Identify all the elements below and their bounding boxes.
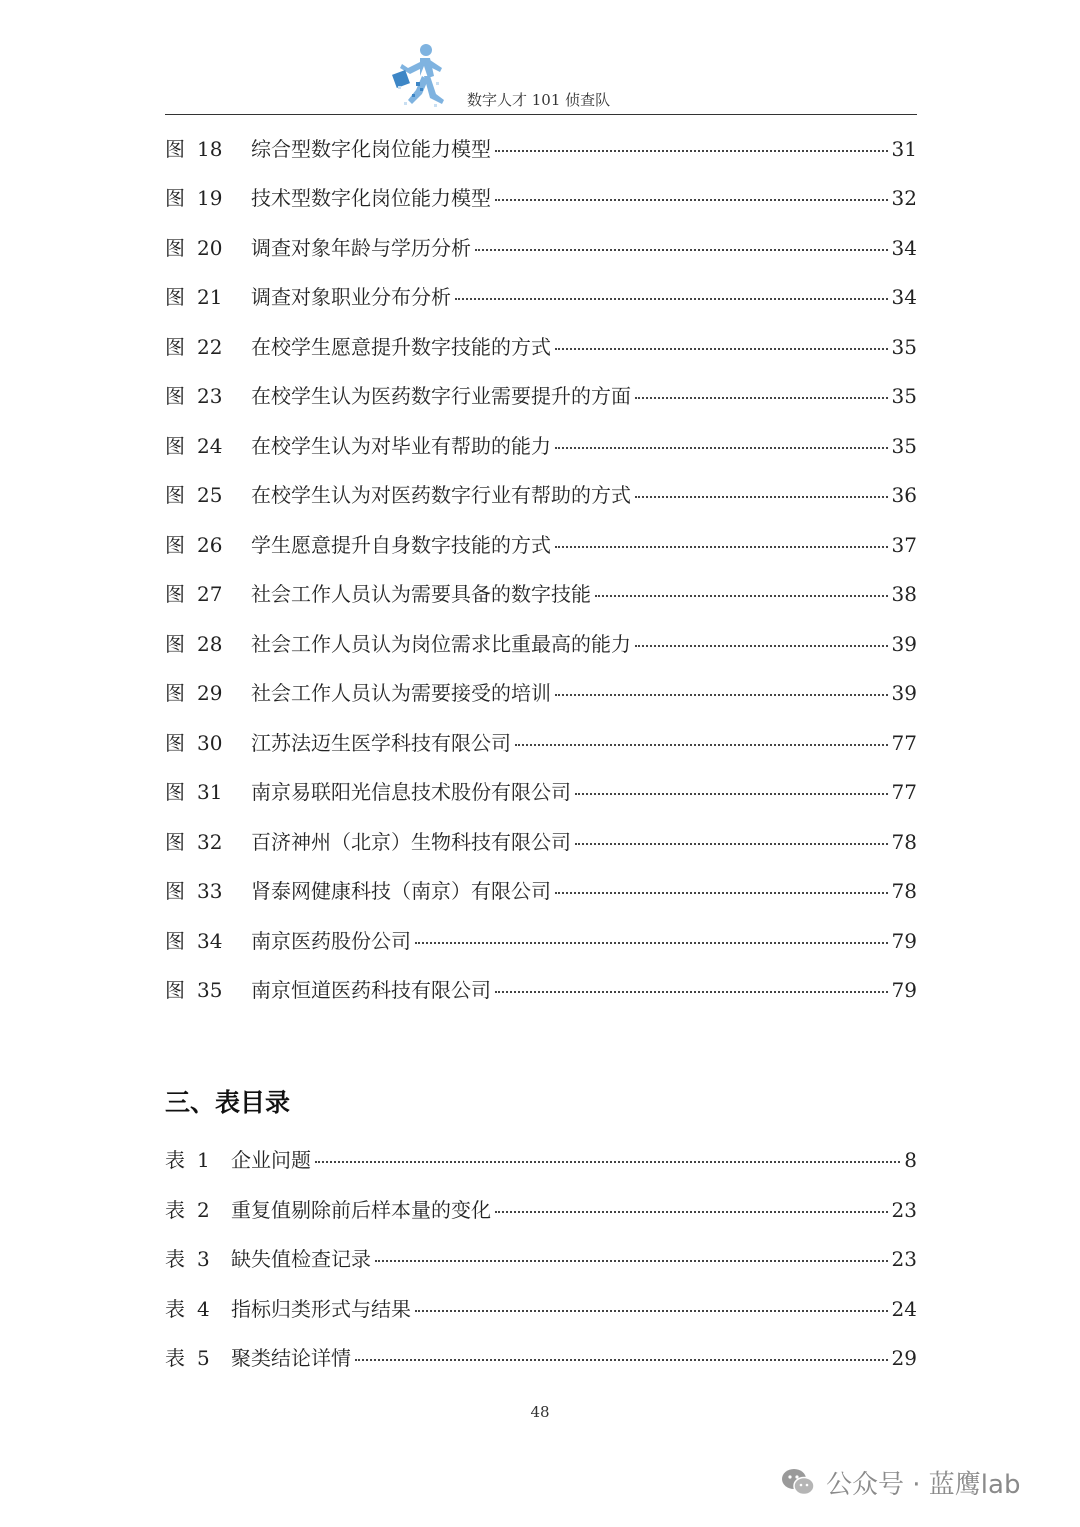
- entry-prefix: 图: [165, 384, 185, 408]
- entry-page: 38: [891, 582, 917, 606]
- dot-leader: [555, 348, 888, 350]
- entry-number: 5: [197, 1346, 210, 1370]
- entry-page: 29: [891, 1346, 917, 1370]
- wechat-icon: [780, 1467, 816, 1497]
- entry-label: 社会工作人员认为岗位需求比重最高的能力: [251, 632, 631, 656]
- entry-prefix: 表: [165, 1346, 185, 1370]
- dot-leader: [555, 892, 888, 894]
- entry-prefix: 表: [165, 1148, 185, 1172]
- entry-page: 37: [891, 533, 917, 557]
- entry-prefix: 图: [165, 335, 185, 359]
- dot-leader: [555, 694, 888, 696]
- entry-prefix: 表: [165, 1297, 185, 1321]
- entry-page: 77: [891, 780, 917, 804]
- toc-entry[interactable]: [165, 975, 917, 1005]
- entry-prefix: 图: [165, 879, 185, 903]
- toc-entry[interactable]: [165, 480, 917, 510]
- toc-entry[interactable]: [165, 728, 917, 758]
- dot-leader: [515, 744, 888, 746]
- toc-entry[interactable]: [165, 827, 917, 857]
- entry-label: 在校学生认为对医药数字行业有帮助的方式: [251, 483, 631, 507]
- dot-leader: [355, 1359, 888, 1361]
- entry-number: 32: [197, 830, 223, 854]
- entry-number: 24: [197, 434, 223, 458]
- entry-label: 社会工作人员认为需要具备的数字技能: [251, 582, 591, 606]
- header-divider: [165, 114, 917, 115]
- watermark: [780, 1462, 1020, 1502]
- entry-page: 31: [891, 137, 917, 161]
- dot-leader: [635, 496, 888, 498]
- entry-label: 企业问题: [231, 1148, 311, 1172]
- entry-prefix: 图: [165, 830, 185, 854]
- toc-entry[interactable]: [165, 1343, 917, 1373]
- entry-page: 24: [891, 1297, 917, 1321]
- entry-label: 南京恒道医药科技有限公司: [251, 978, 491, 1002]
- entry-page: 36: [891, 483, 917, 507]
- entry-page: 78: [891, 879, 917, 903]
- toc-entry[interactable]: [165, 777, 917, 807]
- entry-prefix: 图: [165, 978, 185, 1002]
- entry-number: 26: [197, 533, 223, 557]
- toc-entry[interactable]: [165, 431, 917, 461]
- entry-page: 35: [891, 335, 917, 359]
- entry-number: 28: [197, 632, 223, 656]
- entry-number: 2: [197, 1198, 210, 1222]
- toc-entry[interactable]: [165, 530, 917, 560]
- toc-entry[interactable]: [165, 134, 917, 164]
- entry-number: 35: [197, 978, 223, 1002]
- toc-entry[interactable]: [165, 282, 917, 312]
- toc-entry[interactable]: [165, 926, 917, 956]
- dot-leader: [475, 249, 888, 251]
- entry-label: 在校学生认为对毕业有帮助的能力: [251, 434, 551, 458]
- entry-page: 79: [891, 978, 917, 1002]
- entry-page: 34: [891, 236, 917, 260]
- dot-leader: [555, 447, 888, 449]
- dot-leader: [595, 595, 888, 597]
- toc-entry[interactable]: [165, 629, 917, 659]
- dot-leader: [415, 1310, 888, 1312]
- dot-leader: [315, 1161, 900, 1163]
- toc-entry[interactable]: [165, 381, 917, 411]
- page-number: 48: [530, 1403, 550, 1421]
- entry-label: 重复值剔除前后样本量的变化: [231, 1198, 491, 1222]
- header-title: 数字人才 101 侦查队: [467, 91, 611, 109]
- entry-prefix: 图: [165, 681, 185, 705]
- entry-label: 肾泰网健康科技（南京）有限公司: [251, 879, 551, 903]
- entry-prefix: 图: [165, 236, 185, 260]
- entry-prefix: 图: [165, 731, 185, 755]
- entry-prefix: 图: [165, 632, 185, 656]
- entry-number: 22: [197, 335, 223, 359]
- entry-page: 23: [891, 1198, 917, 1222]
- entry-label: 南京易联阳光信息技术股份有限公司: [251, 780, 571, 804]
- entry-number: 1: [197, 1148, 210, 1172]
- entry-label: 百济神州（北京）生物科技有限公司: [251, 830, 571, 854]
- entry-prefix: 图: [165, 285, 185, 309]
- entry-label: 综合型数字化岗位能力模型: [251, 137, 491, 161]
- entry-label: 技术型数字化岗位能力模型: [251, 186, 491, 210]
- toc-entry[interactable]: [165, 332, 917, 362]
- entry-label: 在校学生愿意提升数字技能的方式: [251, 335, 551, 359]
- entry-page: 79: [891, 929, 917, 953]
- entry-prefix: 表: [165, 1198, 185, 1222]
- dot-leader: [495, 150, 888, 152]
- toc-entry[interactable]: [165, 579, 917, 609]
- toc-entry[interactable]: [165, 876, 917, 906]
- entry-page: 39: [891, 681, 917, 705]
- entry-number: 33: [197, 879, 223, 903]
- entry-number: 31: [197, 780, 223, 804]
- toc-entry[interactable]: [165, 1145, 917, 1175]
- entry-label: 指标归类形式与结果: [231, 1297, 411, 1321]
- entry-prefix: 图: [165, 780, 185, 804]
- entry-page: 77: [891, 731, 917, 755]
- entry-number: 30: [197, 731, 223, 755]
- toc-entry[interactable]: [165, 183, 917, 213]
- dot-leader: [375, 1260, 888, 1262]
- dot-leader: [635, 645, 888, 647]
- dot-leader: [455, 298, 888, 300]
- entry-number: 27: [197, 582, 223, 606]
- toc-entry[interactable]: [165, 1195, 917, 1225]
- entry-label: 缺失值检查记录: [231, 1247, 371, 1271]
- entry-number: 23: [197, 384, 223, 408]
- section-title: 三、表目录: [165, 1088, 291, 1117]
- dot-leader: [575, 843, 888, 845]
- entry-page: 34: [891, 285, 917, 309]
- dot-leader: [495, 199, 888, 201]
- entry-page: 78: [891, 830, 917, 854]
- entry-page: 35: [891, 434, 917, 458]
- dot-leader: [555, 546, 888, 548]
- entry-number: 20: [197, 236, 223, 260]
- entry-prefix: 图: [165, 483, 185, 507]
- entry-number: 3: [197, 1247, 210, 1271]
- entry-label: 南京医药股份公司: [251, 929, 411, 953]
- entry-label: 在校学生认为医药数字行业需要提升的方面: [251, 384, 631, 408]
- entry-label: 调查对象职业分布分析: [251, 285, 451, 309]
- toc-entry[interactable]: [165, 1244, 917, 1274]
- entry-prefix: 图: [165, 929, 185, 953]
- entry-prefix: 表: [165, 1247, 185, 1271]
- entry-number: 34: [197, 929, 223, 953]
- entry-number: 4: [197, 1297, 210, 1321]
- watermark-text: 公众号 · 蓝鹰lab: [826, 1469, 1021, 1500]
- entry-page: 35: [891, 384, 917, 408]
- entry-page: 23: [891, 1247, 917, 1271]
- entry-label: 调查对象年龄与学历分析: [251, 236, 471, 260]
- entry-label: 社会工作人员认为需要接受的培训: [251, 681, 551, 705]
- toc-entry[interactable]: [165, 233, 917, 263]
- dot-leader: [495, 991, 888, 993]
- page-header: [165, 40, 917, 116]
- entry-prefix: 图: [165, 434, 185, 458]
- entry-prefix: 图: [165, 137, 185, 161]
- toc-entry[interactable]: [165, 678, 917, 708]
- dot-leader: [495, 1211, 888, 1213]
- entry-page: 32: [891, 186, 917, 210]
- running-figure-logo-icon: [390, 42, 450, 114]
- toc-entry[interactable]: [165, 1294, 917, 1324]
- entry-number: 29: [197, 681, 223, 705]
- entry-label: 聚类结论详情: [231, 1346, 351, 1370]
- entry-prefix: 图: [165, 533, 185, 557]
- entry-number: 21: [197, 285, 223, 309]
- dot-leader: [575, 793, 888, 795]
- entry-number: 25: [197, 483, 223, 507]
- entry-prefix: 图: [165, 186, 185, 210]
- entry-prefix: 图: [165, 582, 185, 606]
- entry-number: 19: [197, 186, 223, 210]
- dot-leader: [415, 942, 888, 944]
- entry-page: 39: [891, 632, 917, 656]
- entry-number: 18: [197, 137, 223, 161]
- entry-page: 8: [904, 1148, 917, 1172]
- entry-label: 学生愿意提升自身数字技能的方式: [251, 533, 551, 557]
- entry-label: 江苏法迈生医学科技有限公司: [251, 731, 511, 755]
- dot-leader: [635, 397, 888, 399]
